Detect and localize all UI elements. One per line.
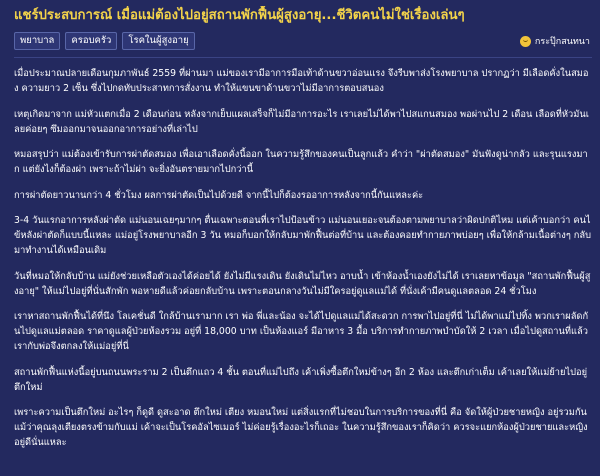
article-paragraph-2: เหตุเกิดมาจาก แม่หัวแตกเมื่อ 2 เดือนก่อน หลังจากเย็บแผลเสร็จก็ไม่มีอาการอะไร เราเลยไม่ได้พาไปสแกนสมอง พอผ่านไป 2 เดือน เลือดที่หัวมันเลยค่อยๆ ซึมออกมาจนออกอาการอย่างที่เล่าไป [14, 108, 589, 135]
smiley-avatar-icon [520, 36, 531, 47]
article-body [14, 66, 592, 450]
title-divider [14, 57, 592, 58]
article-paragraph-5: 3-4 วันแรกอาการหลังผ่าตัด แม่นอนเฉยๆมากๆ ตื่นเฉพาะตอนที่เราไปป้อนข้าว แม่นอนเยอะจนต้องตามพยาบาลว่าผิดปกติไหม แต่เค้าบอกว่า คนไข้หลังผ่าตัดก็แบบนี้แหละ แม่อยู่โรงพยาบาลอีก 3 วัน หมอก็บอกให้กลับมาพักฟื้นต่อที่บ้าน และต้องคอยทำกายภาพบ่อยๆ เพื่อให้กล้ามเนื้อต่างๆ กลับมาทำงานได้เหมือนเดิม [14, 215, 591, 256]
article-title: แชร์ประสบการณ์ เมื่อแม่ต้องไปอยู่สถานพักฟื้นผู้สูงอายุ...ชีวิตคนไม่ใช่เรื่องเล่นๆ [14, 8, 465, 23]
tag-nursing[interactable]: พยาบาล [14, 32, 60, 50]
author-name: กระปุ๊กสนทนา [534, 37, 590, 47]
article-paragraph-8: สถานพักฟื้นแห่งนี้อยู่บนถนนพระราม 2 เป็นตึกแถว 4 ชั้น ตอนที่แม่ไปถึง เค้าเพิ่งซื้อตึกใหม่ข้างๆ อีก 2 ห้อง และตึกเก่าเต็ม เค้าเลยให้แม่ย้ายไปอยู่ตึกใหม่ [14, 366, 588, 393]
article-paragraph-9: เพราะความเป็นตึกใหม่ อะไรๆ ก็ดูดี ดูสะอาด ตึกใหม่ เตียง หมอนใหม่ แต่สิ่งแรกที่ไม่ชอบในการบริการของที่นี่ คือ จัดให้ผู้ป่วยชายหญิง อยู่รวมกัน แม้ว่าคุณลุงเตียงตรงข้ามกับแม่ เค้าจะเป็นโรคอัลไซเมอร์ ไม่ค่อยรู้เรื่องอะไรก็เถอะ ในความรู้สึกของเราก็คิดว่า ควรจะแยกห้องผู้ป่วยชายและหญิงอยู่ดีนั่นแหละ [14, 407, 588, 448]
article-paragraph-7: เราหาสถานพักฟื้นได้ที่นึง โลเคชั่นดี ใกล้บ้านเรามาก เรา พ่อ พี่และน้อง จะได้ไปดูแลแม่ได้สะดวก การพาไปอยู่ที่นี่ ไม่ได้พาแม่ไปทิ้ง พวกเราผลัดกันไปดูแลแม่ตลอด ราคาดูแลผู้ป่วยห้องรวม อยู่ที่ 18,000 บาท เป็นห้องแอร์ มีอาหาร 3 มื้อ บริการทำกายภาพบำบัดให้ 2 เวลา เมื่อไปดูสถานที่แล้ว เรากับพ่อจึงตกลงให้แม่อยู่ที่นี่ [14, 311, 589, 352]
author-link[interactable] [520, 34, 590, 48]
article-paragraph-6: วันที่หมอให้กลับบ้าน แม่ยังช่วยเหลือตัวเองได้ค่อยได้ ยังไม่มีแรงเดิน ยังเดินไม่ไหว อาบน้ำ เข้าห้องน้ำเองยังไม่ได้ เราเลยหาข้อมูล "สถานพักฟื้นผู้สูงอายุ" ให้แม่ไปอยู่ที่นั่นสักพัก พอหายดีแล้วค่อยกลับบ้าน เพราะตอนกลางวันไม่มีใครอยู่ดูแลแม่ได้ ที่นั่งเค้ามีคนดูแลตลอด 24 ชั่วโมง [14, 270, 591, 297]
tag-list [14, 32, 195, 50]
article-meta [14, 32, 592, 50]
article-paragraph-4: การผ่าตัดยาวนานกว่า 4 ชั่วโมง ผลการผ่าตัดเป็นไปด้วยดี จากนี้ไปก็ต้องรออาการหลังจากนี้กันแหละค่ะ [14, 189, 424, 201]
tag-elderly-disease[interactable]: โรคในผู้สูงอายุ [122, 32, 194, 50]
tag-family[interactable]: ครอบครัว [65, 32, 117, 50]
article-paragraph-1: เมื่อประมาณปลายเดือนกุมภาพันธ์ 2559 ที่ผ่านมา แม่ของเรามีอาการมือเท้าด้านขวาอ่อนแรง จึงรีบพาส่งโรงพยาบาล ปรากฏว่า มีเลือดคั่งในสมอง ความยาว 2 เซ็น ซึ่งไปกดทับประสาทการสั่งงาน ทำให้แขนขาด้านขวาไม่มีอาการตอบสนอง [14, 68, 589, 94]
article-paragraph-3: หมอสรุปว่า แม่ต้องเข้ารับการผ่าตัดสมอง เพื่อเอาเลือดคั่งนี้ออก ในความรู้สึกของคนเป็นลูกแล้ว คำว่า "ผ่าตัดสมอง" มันฟังดูน่ากลัว และรุนแรงมาก แต่ยังไงก็ต้องผ่า เพราะถ้าไม่ผ่า จะยิ่งอันตรายมากไปกว่านี้ [14, 149, 588, 175]
